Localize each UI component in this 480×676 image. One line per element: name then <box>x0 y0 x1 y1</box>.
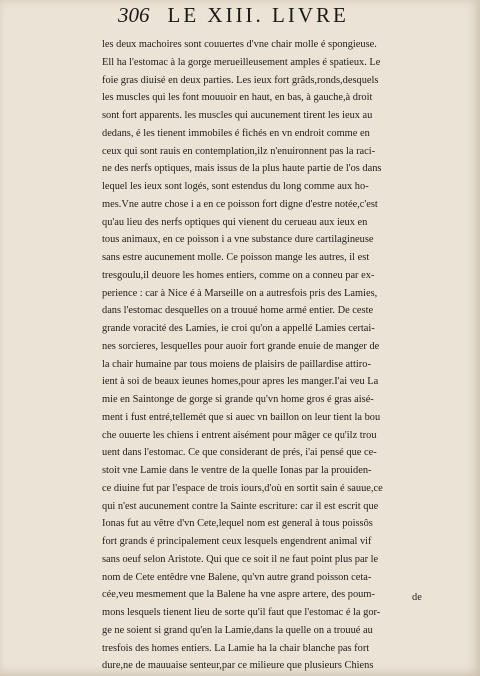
text-line: grande voracité des Lamies, ie croi qu'on a appellé Lamies certai- <box>102 323 375 334</box>
text-line: fort grands é principalement ceux lesquels engendrent animal vif <box>102 536 372 547</box>
body-text <box>102 36 436 675</box>
text-line: nom de Cete entêdre vne Balene, qu'vn autre grand poisson ceta- <box>102 571 372 583</box>
text-line: Ionas fut au vêtre d'vn Cete,lequel nom est general à tous poissôs <box>102 518 373 530</box>
catchword: de <box>412 592 422 603</box>
text-line: perience : car à Nice é à Marseille on a autresfois pris des Lamies, <box>102 287 378 299</box>
text-line: che ouuerte les chiens i entrent aisément pour mâger ce qu'ilz trou <box>102 429 377 441</box>
text-line: ge ne soient si grand qu'en la Lamie,dans la quelle on a trouué au <box>102 624 373 636</box>
text-line: dedans, é les tienent immobiles é fichés en vn endroit comme en <box>102 127 370 139</box>
text-line: tresgoulu,il deuore les homes entiers, comme on a conneu par ex- <box>102 269 375 281</box>
page-number: 306 <box>118 3 150 27</box>
text-line: ne des nerfs optiques, mais issus de la plus haute partie de l'os dans <box>102 163 382 175</box>
text-line: les muscles qui les font mouuoir en haut, en bas, à gauche,à droit <box>102 92 373 104</box>
text-line: stoit vne Lamie dans le ventre de la quelle Ionas par la prouiden- <box>102 465 372 476</box>
text-line: uent dans l'estomac. Ce que considerant de prés, i'ai pensé que ce- <box>102 447 377 459</box>
text-line: la chair humaine par tous moiens de plaisirs de paillardise attiro- <box>102 358 371 370</box>
text-line: dans l'estomac desquelles on a trouué home armé entier. De ceste <box>102 305 374 317</box>
text-line: qu'au lieu des nerfs optiques qui vienent du cerueau aux ieux en <box>102 216 368 228</box>
text-line: foie gras diuisé en deux parties. Les ieux fort grâds,ronds,desquels <box>102 74 379 86</box>
text-line: mons lesquels tienent lieu de sorte qu'il faut que l'estomac é la gor- <box>102 607 381 618</box>
text-line: sans estre aucunement molle. Ce poisson mange les autres, il est <box>102 252 370 263</box>
text-line: nes sorcieres, lesquelles pour auoir fort grande enuie de manger de <box>102 340 380 352</box>
text-line: mie en Saintonge de gorge si grande qu'vn home gros é gras aisé- <box>102 394 374 405</box>
text-line: tous animaux, en ce poisson i a vne substance dure cartilagineuse <box>102 234 374 246</box>
text-line: sont fort apparents. les muscles qui aucunement tirent les ieux au <box>102 110 373 121</box>
text-line: qui n'est aucunement contre la Sainte escriture: car il est escrit que <box>102 500 379 512</box>
text-line: cée,veu mesmement que la Balene ha vne aspre artere, des poum- <box>102 589 375 601</box>
page-header <box>118 3 418 29</box>
text-line: ce diuine fut par l'espace de trois iours,d'où en sortit sain é sauue,ce <box>102 482 383 494</box>
text-line: ient à soi de beaux ieunes homes,pour apres les manger.I'ai veu La <box>102 376 379 388</box>
text-line: lequel les ieux sont logés, sont estendus du long comme aux ho- <box>102 181 369 192</box>
text-line: mes.Vne autre chose i a en ce poisson fort digne d'estre notée,c'est <box>102 198 378 210</box>
text-line: les deux machoires sont couuertes d'vne chair molle é spongieuse. <box>102 39 377 50</box>
text-line: tresfois des homes entiers. La Lamie ha la chair blanche pas fort <box>102 642 370 654</box>
text-line: dure,ne de mauuaise senteur,par ce milieure que plusieurs Chiens <box>102 660 374 672</box>
text-line: Ell ha l'estomac à la gorge merueilleusement amples é spatieux. Le <box>102 56 381 68</box>
running-title: LE XIII. LIVRE <box>167 3 349 27</box>
text-line: ment i fust entré,tellemét que si auec vn baillon on leur tient la bou <box>102 411 381 423</box>
text-line: sans oeuf selon Aristote. Qui que ce soit il ne faut point plus par le <box>102 553 379 565</box>
text-line: ceux qui sont rauis en contemplation,ilz n'enuironnent pas la raci- <box>102 145 376 157</box>
